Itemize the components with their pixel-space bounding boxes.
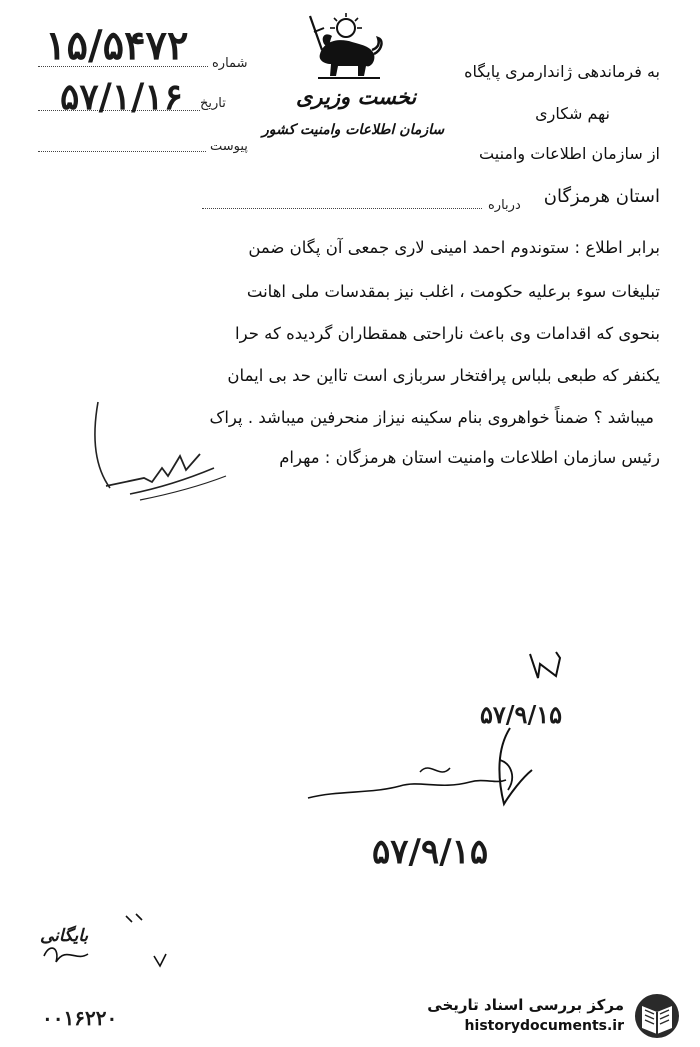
body-line-3: بنحوی که اقدامات وی باعث ناراحتی همقطاران گردیده که حرا xyxy=(235,324,660,343)
logo-url: historydocuments.ir xyxy=(464,1018,624,1034)
margin-scribble-signature xyxy=(40,396,250,506)
archive-note: بایگانی xyxy=(40,926,89,946)
subject-dotted-line xyxy=(202,208,482,209)
body-line-4: یکنفر که طبعی بلباس پرافتخار سربازی است تااین حد بی ایمان xyxy=(227,366,660,385)
emblem-subtitle: سازمان اطلاعات وامنیت کشور xyxy=(262,122,445,138)
annotation-date-1: ۵۷/۹/۱۵ xyxy=(480,700,562,729)
addressee-line-3: از سازمان اطلاعات وامنیت xyxy=(479,144,660,163)
body-line-5: میباشد ؟ ضمناً خواهروی بنام سکینه نیزاز منحرفین میباشد . پراک xyxy=(209,408,654,427)
archive-note-scribble xyxy=(36,906,176,976)
initial-signature-top xyxy=(510,648,580,696)
logo-title: مرکز بررسی اسناد تاریخی xyxy=(427,996,624,1014)
attachment-label: پیوست xyxy=(210,139,248,154)
emblem-title: نخست وزیری xyxy=(296,84,417,109)
lion-and-sun-emblem-icon xyxy=(300,10,386,82)
document-code: ۰۰۱۶۲۲۰ xyxy=(42,1006,118,1030)
subject-label: درباره xyxy=(488,198,521,213)
body-line-1: برابر اطلاع : ستوندوم احمد امینی لاری جمعی آن پگان ضمن xyxy=(248,238,660,257)
history-documents-logo xyxy=(412,990,688,1042)
addressee-line-2: نهم شکاری xyxy=(535,104,610,123)
number-label: شماره xyxy=(212,56,248,71)
addressee-line-4: استان هرمزگان xyxy=(543,186,660,207)
addressee-line-1: به فرماندهی ژاندارمری پایگاه xyxy=(464,62,660,81)
attachment-dotted-line xyxy=(38,151,206,152)
main-signature xyxy=(300,720,560,830)
body-line-6-signatory: رئیس سازمان اطلاعات وامنیت استان هرمزگان : مهرام xyxy=(279,448,660,467)
date-value: ۵۷/۱/۱۶ xyxy=(60,76,183,118)
body-line-2: تبلیغات سوء برعلیه حکومت ، اغلب نیز بمقدسات ملی اهانت xyxy=(246,282,660,301)
number-value: ۱۵/۵۴۷۲ xyxy=(45,22,189,69)
annotation-date-2: ۵۷/۹/۱۵ xyxy=(372,832,489,872)
book-logo-icon xyxy=(632,992,682,1040)
date-label: تاریخ xyxy=(200,96,226,111)
